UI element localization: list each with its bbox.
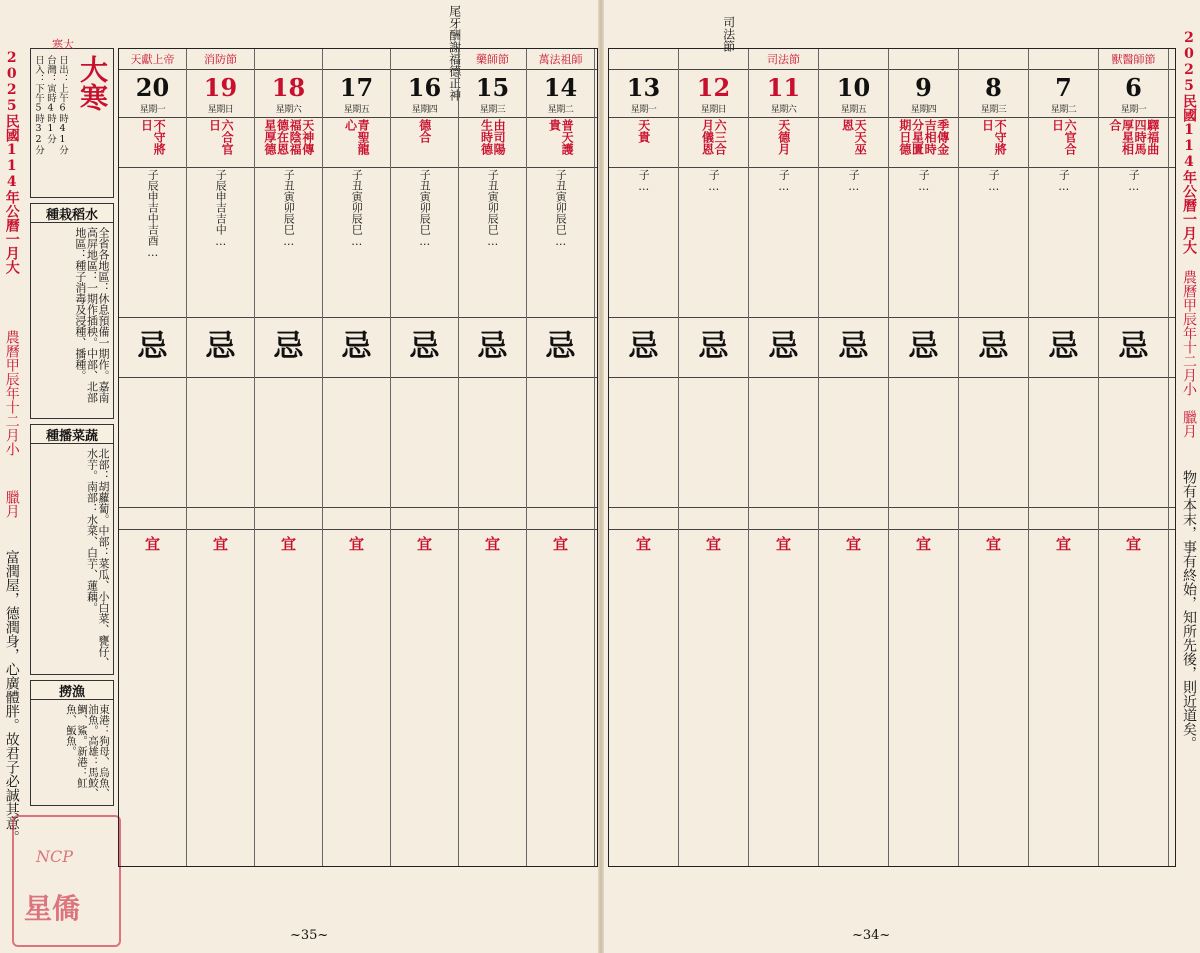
day-number: 19 — [203, 73, 238, 102]
date-cell — [527, 71, 594, 117]
solar-term-box — [30, 48, 114, 198]
gods-cell — [1029, 119, 1098, 165]
hour-fortunes: 子… — [1127, 169, 1141, 193]
suitable-glyph: 宜 — [845, 535, 861, 553]
margin-verse-34: 物有本末，事有終始，知所先後，則近道矣。 — [1181, 470, 1197, 750]
page-34 — [604, 0, 1200, 953]
auspicious-gods: 六官合日 — [1050, 119, 1078, 155]
weekday-label: 星期四 — [411, 105, 438, 115]
hour-fortunes: 子… — [777, 169, 791, 193]
suitable-glyph: 宜 — [144, 535, 160, 553]
weekday-label: 星期六 — [275, 105, 302, 115]
solar-term-line3: 日入：下午5時32分 — [33, 55, 44, 155]
avoid-glyph: 忌 — [698, 329, 729, 364]
gods-cell — [391, 119, 458, 165]
weekday-label: 星期日 — [207, 105, 234, 115]
hours-cell — [459, 169, 526, 315]
avoid-glyph: 忌 — [341, 329, 372, 364]
auspicious-gods: 德合 — [417, 119, 432, 143]
day-column — [1099, 49, 1169, 866]
hour-fortunes: 子… — [707, 169, 721, 193]
auspicious-gods: 天神傳福陰福德在恩星厚德 — [262, 119, 315, 155]
day-number: 6 — [1125, 73, 1142, 102]
rice-box — [30, 222, 114, 419]
gods-cell — [749, 119, 818, 165]
auspicious-gods: 天天巫恩 — [840, 119, 868, 155]
fishing-box — [30, 699, 114, 806]
avoid-glyph: 忌 — [273, 329, 304, 364]
day-column — [323, 49, 391, 866]
hour-fortunes: 子… — [847, 169, 861, 193]
solar-term-line1: 日出：上午6時41分 — [57, 55, 68, 155]
gods-cell — [1099, 119, 1168, 165]
day-number: 9 — [915, 73, 932, 102]
date-cell — [679, 71, 748, 117]
suitable-glyph: 宜 — [705, 535, 721, 553]
vegetable-box-title: 種播菜蔬 — [30, 424, 114, 444]
top-note-left: 司法節 — [721, 16, 736, 52]
avoid-glyph: 忌 — [838, 329, 869, 364]
date-cell — [959, 71, 1028, 117]
avoid-glyph: 忌 — [409, 329, 440, 364]
avoid-glyph: 忌 — [768, 329, 799, 364]
weekday-label: 星期三 — [479, 105, 506, 115]
weekday-label: 星期四 — [910, 105, 937, 115]
vegetable-box-text: 北部：胡蘿蔔。中部：菜瓜、小白菜、甕仔、水芋。南部：水菜、白芋、蓮藕。 — [85, 448, 110, 668]
day-column — [391, 49, 459, 866]
day-number: 14 — [543, 73, 578, 102]
day-number: 10 — [836, 73, 871, 102]
date-cell — [1029, 71, 1098, 117]
day-column — [527, 49, 595, 866]
weekday-label: 星期二 — [1050, 105, 1077, 115]
avoid-glyph: 忌 — [978, 329, 1009, 364]
top-note-right: 尾牙酬謝福德正神 — [447, 5, 462, 101]
gods-cell — [527, 119, 594, 165]
day-column — [679, 49, 749, 866]
auspicious-gods: 由司陽生時德 — [479, 119, 507, 155]
avoid-glyph: 忌 — [628, 329, 659, 364]
festival-label: 天獻上帝 — [130, 53, 175, 66]
weekday-label: 星期一 — [630, 105, 657, 115]
avoid-glyph: 忌 — [545, 329, 576, 364]
day-number: 8 — [985, 73, 1002, 102]
page-number-34: ~34~ — [852, 928, 891, 943]
suitable-glyph: 宜 — [635, 535, 651, 553]
margin-verse: 富潤屋，德潤身，心廣體胖。故君子必誠其意。 — [3, 550, 20, 844]
weekday-label: 星期三 — [980, 105, 1007, 115]
suitable-glyph: 宜 — [1125, 535, 1141, 553]
hours-cell — [1029, 169, 1098, 315]
hours-cell — [527, 169, 594, 315]
suitable-glyph: 宜 — [212, 535, 228, 553]
date-cell — [819, 71, 888, 117]
day-grid-34 — [608, 48, 1176, 867]
weekday-label: 星期五 — [343, 105, 370, 115]
festival-label — [959, 51, 1028, 69]
hours-cell — [187, 169, 254, 315]
date-cell — [609, 71, 678, 117]
day-column — [819, 49, 889, 866]
day-number: 13 — [626, 73, 661, 102]
margin-lunar: 農曆甲辰年十二月小 — [3, 330, 20, 456]
hours-cell — [889, 169, 958, 315]
weekday-label: 星期五 — [840, 105, 867, 115]
day-column — [749, 49, 819, 866]
suitable-glyph: 宜 — [484, 535, 500, 553]
hours-cell — [679, 169, 748, 315]
date-cell — [459, 71, 526, 117]
avoid-glyph: 忌 — [477, 329, 508, 364]
hour-fortunes: 子丑寅卯辰巳… — [486, 169, 500, 248]
date-cell — [187, 71, 254, 117]
vegetable-box — [30, 443, 114, 675]
date-cell — [255, 71, 322, 117]
weekday-label: 星期日 — [700, 105, 727, 115]
fishing-box-text: 東港：狗母、烏魚、油魚。高雄：馬鮫、鯛、鯊。新港：魟魚、魬魚。 — [64, 704, 110, 799]
margin-month-34: 臘月 — [1181, 410, 1197, 438]
date-cell — [391, 71, 458, 117]
festival-label: 獸醫師節 — [1111, 53, 1156, 66]
day-column — [889, 49, 959, 866]
avoid-glyph: 忌 — [1118, 329, 1149, 364]
date-cell — [119, 71, 186, 117]
festival-label — [391, 51, 458, 69]
page-35 — [0, 0, 598, 953]
suitable-glyph: 宜 — [915, 535, 931, 553]
hour-fortunes: 子… — [637, 169, 651, 193]
festival-label — [609, 51, 678, 69]
solar-term-line2: 台灣：寅時4時1分 — [45, 55, 56, 144]
gods-cell — [187, 119, 254, 165]
day-column — [459, 49, 527, 866]
date-cell — [749, 71, 818, 117]
day-number: 11 — [766, 73, 801, 102]
suitable-glyph: 宜 — [280, 535, 296, 553]
solar-term-header: 寒大 — [52, 38, 74, 51]
date-cell — [323, 71, 390, 117]
weekday-label: 星期一 — [139, 105, 166, 115]
hour-fortunes: 子… — [917, 169, 931, 193]
festival-label: 藥師節 — [476, 53, 509, 66]
avoid-glyph: 忌 — [1048, 329, 1079, 364]
day-column — [959, 49, 1029, 866]
hour-fortunes: 子丑寅卯辰巳… — [554, 169, 568, 248]
day-grid-35 — [118, 48, 598, 867]
auspicious-gods: 普天護貴 — [547, 119, 575, 155]
day-number: 7 — [1055, 73, 1072, 102]
festival-label: 消防節 — [204, 53, 237, 66]
auspicious-gods: 六合官日 — [207, 119, 235, 155]
hours-cell — [819, 169, 888, 315]
day-number: 16 — [407, 73, 442, 102]
festival-label — [889, 51, 958, 69]
day-column — [119, 49, 187, 866]
gods-cell — [889, 119, 958, 165]
suitable-glyph: 宜 — [416, 535, 432, 553]
suitable-glyph: 宜 — [1055, 535, 1071, 553]
hours-cell — [1099, 169, 1168, 315]
gods-cell — [679, 119, 748, 165]
day-number: 17 — [339, 73, 374, 102]
day-column — [1029, 49, 1099, 866]
gods-cell — [119, 119, 186, 165]
fishing-box-title: 撈漁 — [30, 680, 114, 700]
hour-fortunes: 子辰申吉吉中… — [214, 169, 228, 248]
suitable-glyph: 宜 — [348, 535, 364, 553]
weekday-label: 星期一 — [1120, 105, 1147, 115]
rice-box-text: 全省各地區：休息預備一期作。嘉南高屏地區：一期作插秧。中部、北部地區：種子消毒及浸種、播種。 — [73, 227, 110, 403]
publisher-stamp: 星僑 NCP — [12, 815, 121, 947]
hour-fortunes: 子丑寅卯辰巳… — [350, 169, 364, 248]
auspicious-gods: 不守將日 — [139, 119, 167, 155]
day-number: 15 — [475, 73, 510, 102]
suitable-glyph: 宜 — [552, 535, 568, 553]
gods-cell — [459, 119, 526, 165]
gods-cell — [323, 119, 390, 165]
hours-cell — [609, 169, 678, 315]
rice-box-title: 種栽稻水 — [30, 203, 114, 223]
gods-cell — [819, 119, 888, 165]
hour-fortunes: 子辰申吉中吉酉… — [146, 169, 160, 259]
festival-label — [255, 51, 322, 69]
weekday-label: 星期六 — [770, 105, 797, 115]
hour-fortunes: 子丑寅卯辰巳… — [418, 169, 432, 248]
hours-cell — [391, 169, 458, 315]
avoid-glyph: 忌 — [137, 329, 168, 364]
day-number: 12 — [696, 73, 731, 102]
day-number: 20 — [135, 73, 170, 102]
festival-label — [1029, 51, 1098, 69]
day-column — [255, 49, 323, 866]
gods-cell — [609, 119, 678, 165]
auspicious-gods: 不守將日 — [980, 119, 1008, 155]
margin-month: 臘月 — [3, 490, 20, 518]
hours-cell — [749, 169, 818, 315]
auspicious-gods: 六三合月儀恩 — [700, 119, 728, 155]
gods-cell — [255, 119, 322, 165]
hours-cell — [255, 169, 322, 315]
festival-label — [679, 51, 748, 69]
hour-fortunes: 子… — [1057, 169, 1071, 193]
solar-term-name: 大寒 — [76, 55, 109, 111]
gods-cell — [959, 119, 1028, 165]
weekday-label: 星期二 — [547, 105, 574, 115]
festival-label: 萬法祖師 — [538, 53, 583, 66]
auspicious-gods: 天德月 — [776, 119, 791, 155]
hour-fortunes: 子… — [987, 169, 1001, 193]
auspicious-gods: 季傳金吉相時分星匱期日德 — [897, 119, 950, 155]
day-number: 18 — [271, 73, 306, 102]
day-column — [609, 49, 679, 866]
auspicious-gods: 天貴 — [636, 119, 651, 143]
date-cell — [889, 71, 958, 117]
avoid-glyph: 忌 — [205, 329, 236, 364]
festival-label — [819, 51, 888, 69]
festival-label: 司法節 — [767, 53, 800, 66]
festival-label — [323, 51, 390, 69]
suitable-glyph: 宜 — [775, 535, 791, 553]
margin-lunar-34: 農曆甲辰年十二月小 — [1181, 270, 1197, 396]
hour-fortunes: 子丑寅卯辰巳… — [282, 169, 296, 248]
margin-title: 2025民國114年公曆一月大 — [3, 50, 20, 274]
suitable-glyph: 宜 — [985, 535, 1001, 553]
day-column — [187, 49, 255, 866]
avoid-glyph: 忌 — [908, 329, 939, 364]
date-cell — [1099, 71, 1168, 117]
margin-title-34: 2025民國114年公曆一月大 — [1181, 30, 1197, 254]
auspicious-gods: 青聖龍心 — [343, 119, 371, 155]
page-number-35: ~35~ — [290, 928, 329, 943]
hours-cell — [959, 169, 1028, 315]
hours-cell — [323, 169, 390, 315]
hours-cell — [119, 169, 186, 315]
auspicious-gods: 驛福曲四時馬厚星相合 — [1107, 119, 1160, 155]
